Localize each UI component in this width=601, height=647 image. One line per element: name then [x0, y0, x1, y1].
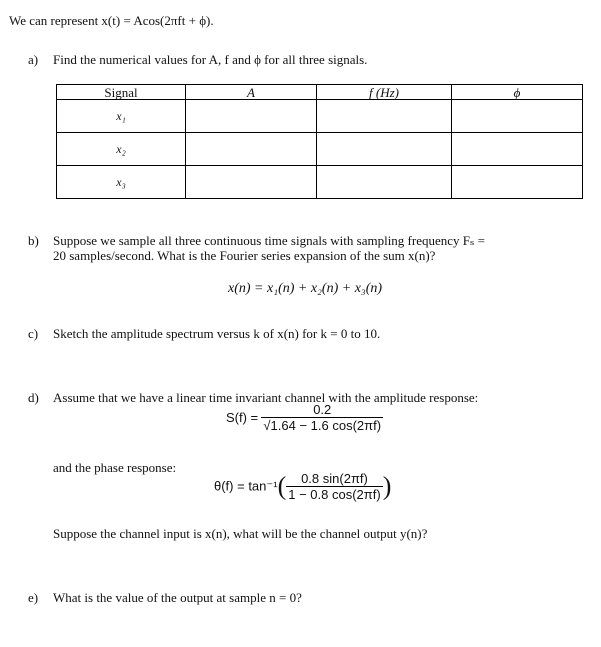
- part-e-text: What is the value of the output at sample n = 0?: [53, 590, 302, 605]
- signal-x3-cell: x₃: [57, 166, 186, 199]
- header-frequency: f (Hz): [317, 85, 452, 100]
- part-b-label: b): [28, 233, 39, 248]
- signals-table: [56, 84, 583, 199]
- phase-numerator: 0.8 sin(2πf): [301, 471, 368, 486]
- answer-cell[interactable]: [186, 166, 317, 199]
- part-e-label: e): [28, 590, 39, 605]
- table-header-row: [57, 85, 583, 100]
- amplitude-denominator: √1.64 − 1.6 cos(2πf): [263, 418, 382, 433]
- header-phase: ϕ: [452, 85, 583, 100]
- answer-cell[interactable]: [186, 133, 317, 166]
- table-row: [57, 100, 583, 133]
- signal-x2-cell: x₂: [57, 133, 186, 166]
- answer-cell[interactable]: [452, 166, 583, 199]
- part-b-equation: x(n) = x₁(n) + x₂(n) + x₃(n): [228, 281, 383, 296]
- phase-equation: θ(f) = tan⁻¹( $\frac{0.8 \sin(2\pi f)}{1 - 0.8 \cos(2\pi f)}$ ): [214, 471, 392, 502]
- answer-cell[interactable]: [317, 166, 452, 199]
- answer-cell[interactable]: [317, 133, 452, 166]
- amplitude-equation: [226, 402, 383, 433]
- part-c-text: Sketch the amplitude spectrum versus k of x(n) for k = 0 to 10.: [53, 326, 381, 341]
- part-a-label: a): [28, 52, 39, 67]
- signal-x1-cell: x₁: [57, 100, 186, 133]
- part-d-label: d): [28, 390, 39, 405]
- answer-cell[interactable]: [186, 100, 317, 133]
- part-d-question: Suppose the channel input is x(n), what will be the channel output y(n)?: [53, 526, 428, 541]
- header-signal: Signal: [57, 85, 186, 100]
- amplitude-fraction: [261, 402, 383, 433]
- amplitude-radicand: 1.64 − 1.6 cos(2πf): [270, 418, 382, 433]
- part-b-line1: Suppose we sample all three continuous time signals with sampling frequency Fₛ =: [53, 233, 485, 248]
- phase-denominator: 1 − 0.8 cos(2πf): [288, 487, 381, 502]
- table-row: [57, 166, 583, 199]
- header-amplitude: A: [186, 85, 317, 100]
- amplitude-numerator: 0.2: [313, 402, 332, 417]
- amplitude-lhs: S(f) =: [226, 410, 259, 425]
- part-a-text: Find the numerical values for A, f and ϕ for all three signals.: [53, 52, 368, 67]
- table-row: [57, 133, 583, 166]
- part-b-line2: 20 samples/second. What is the Fourier series expansion of the sum x(n)?: [53, 248, 436, 263]
- answer-cell[interactable]: [452, 100, 583, 133]
- answer-cell[interactable]: [452, 133, 583, 166]
- intro-text: We can represent x(t) = Acos(2πft + ϕ).: [9, 13, 214, 28]
- part-d-text: Assume that we have a linear time invariant channel with the amplitude response:: [53, 390, 479, 405]
- part-c-label: c): [28, 326, 39, 341]
- phase-intro: and the phase response:: [53, 460, 177, 475]
- answer-cell[interactable]: [317, 100, 452, 133]
- phase-fraction: [286, 471, 382, 502]
- phase-lhs: θ(f) = tan⁻¹: [214, 478, 278, 494]
